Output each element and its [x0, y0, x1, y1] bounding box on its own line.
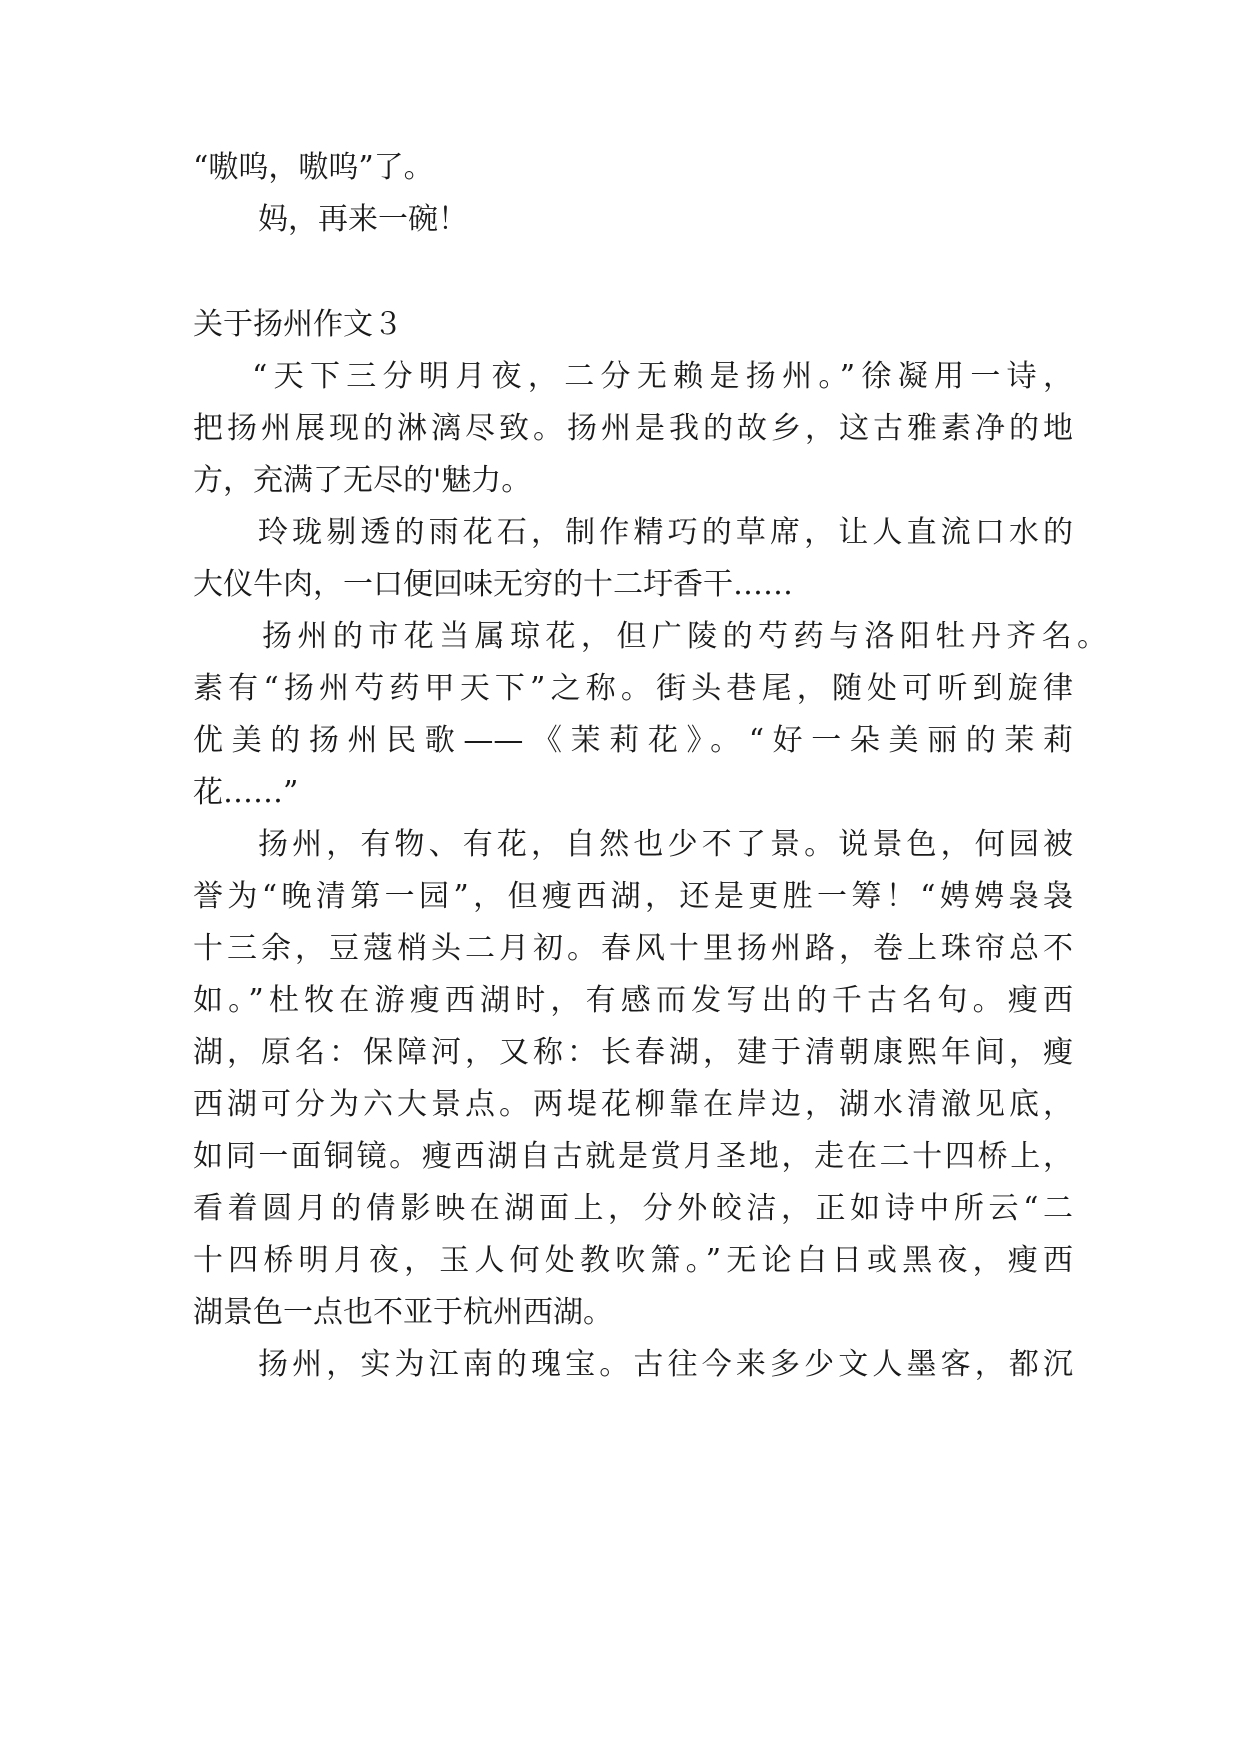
section-title: 关于扬州作文３ — [193, 307, 403, 342]
text-line: 扬州，有物、有花，自然也少不了景。说景色，何园被 — [258, 827, 1073, 862]
text-line: 十三余，豆蔻梢头二月初。春风十里扬州路，卷上珠帘总不 — [193, 931, 1073, 966]
text-line: 如。”杜牧在游瘦西湖时，有感而发写出的千古名句。瘦西 — [193, 983, 1073, 1018]
text-line: 湖景色一点也不亚于杭州西湖。 — [193, 1295, 613, 1330]
text-line: 素有“扬州芍药甲天下”之称。街头巷尾，随处可听到旋律 — [193, 671, 1073, 706]
text-line: 把扬州展现的淋漓尽致。扬州是我的故乡，这古雅素净的地 — [193, 411, 1073, 446]
text-line: 湖，原名：保障河，又称：长春湖，建于清朝康熙年间，瘦 — [193, 1035, 1073, 1070]
text-line: 十四桥明月夜，玉人何处教吹箫。”无论白日或黑夜，瘦西 — [193, 1243, 1073, 1278]
text-line: 优美的扬州民歌——《茉莉花》。“好一朵美丽的茉莉 — [193, 723, 1073, 758]
text-line: 西湖可分为六大景点。两堤花柳靠在岸边，湖水清澈见底， — [193, 1087, 1073, 1122]
text-line: 扬州，实为江南的瑰宝。古往今来多少文人墨客，都沉 — [258, 1347, 1073, 1382]
text-line: 扬州的市花当属琼花，但广陵的芍药与洛阳牡丹齐名。 — [262, 619, 1107, 654]
text-line: 大仪牛肉，一口便回味无穷的十二圩香干…… — [193, 567, 793, 602]
text-line: 誉为“晚清第一园”，但瘦西湖，还是更胜一筹！“娉娉袅袅 — [193, 879, 1073, 914]
text-line: 方，充满了无尽的'魅力。 — [193, 463, 532, 498]
text-line: 花……” — [193, 775, 299, 810]
text-line: 看着圆月的倩影映在湖面上，分外皎洁，正如诗中所云“二 — [193, 1191, 1073, 1226]
text-line: 玲珑剔透的雨花石，制作精巧的草席，让人直流口水的 — [258, 515, 1073, 550]
text-line: 妈，再来一碗！ — [258, 202, 468, 237]
text-line: “天下三分明月夜，二分无赖是扬州。”徐凝用一诗， — [252, 359, 1073, 394]
text-line: “嗷呜，嗷呜”了。 — [193, 150, 434, 185]
text-line: 如同一面铜镜。瘦西湖自古就是赏月圣地，走在二十四桥上， — [193, 1139, 1073, 1174]
